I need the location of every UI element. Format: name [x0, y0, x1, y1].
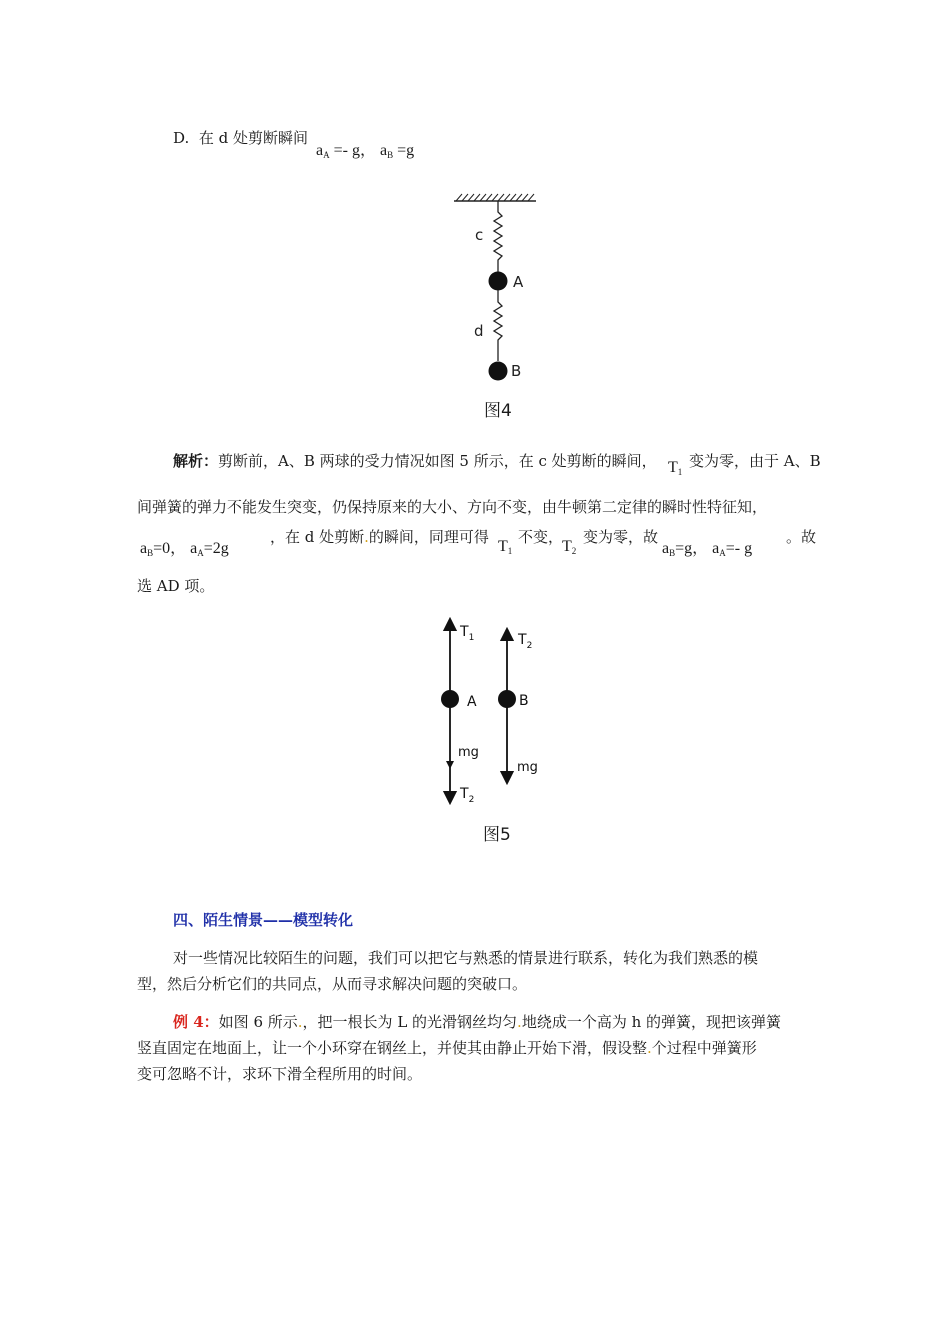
spring-d	[494, 290, 502, 361]
example-4-line-1: 例 4：如图 6 所示.，把一根长为 L 的光滑钢丝均匀.地绕成一个高为 h 的弹簧，现把该弹簧	[173, 1013, 782, 1031]
analysis-line-3-mid4: 变为零，故	[583, 528, 659, 546]
ceiling-hatch	[456, 194, 534, 201]
section-4-heading: 四、陌生情景——模型转化	[173, 911, 354, 929]
label-t2-a: $T_2$	[460, 786, 475, 805]
figure-5-diagram	[430, 612, 550, 807]
example-4-line-3: 变可忽略不计，求环下滑全程所用的时间。	[137, 1065, 423, 1083]
label-t1: $T_1$	[460, 624, 475, 643]
analysis-t1-a: $T_1$	[668, 459, 683, 477]
analysis-formula-1: $a_B=0$， $a_A=2g$	[140, 540, 229, 558]
ball-a-free-body	[441, 690, 459, 708]
option-d-formula: $a_A =- g$， $a_B =g$	[316, 142, 415, 160]
figure-4-label-b: B	[511, 362, 522, 380]
analysis-t2: $T_2$	[562, 538, 577, 556]
analysis-line-3-mid: ，在 d 处剪断.的瞬间，同理可得	[270, 528, 489, 546]
ball-a	[489, 272, 508, 291]
analysis-label: 解析：	[173, 452, 219, 470]
label-mg-b: mg	[517, 760, 538, 775]
label-a: A	[467, 694, 477, 710]
ball-b	[489, 362, 508, 381]
analysis-line-2: 间弹簧的弹力不能发生突变，仍保持原来的大小、方向不变，由牛顿第二定律的瞬时性特征知，	[137, 498, 768, 516]
figure-4-diagram	[440, 190, 550, 390]
analysis-line-1: 解析：剪断前，A、B 两球的受力情况如图 5 所示，在 c 处剪断的瞬间，	[173, 452, 657, 470]
figure-4-caption: 图4	[484, 401, 512, 421]
figure-4-label-a: A	[513, 273, 524, 291]
label-t2-b: $T_2$	[518, 632, 533, 651]
analysis-line-3-mid3: 不变，	[518, 528, 564, 546]
section-4-para-line-1: 对一些情况比较陌生的问题，我们可以把它与熟悉的情景进行联系，转化为我们熟悉的模	[173, 949, 759, 967]
example-4-line-2: 竖直固定在地面上，让一个小环穿在钢丝上，并使其由静止开始下滑，假设整.个过程中弹簧形	[137, 1039, 757, 1057]
analysis-t1-b: $T_1$	[498, 538, 513, 556]
analysis-line-3-tail: 。故	[786, 528, 817, 546]
label-mg-a: mg	[458, 745, 479, 760]
label-b: B	[519, 693, 529, 709]
figure-4-label-c: c	[475, 226, 484, 244]
figure-4-label-d: d	[474, 322, 484, 340]
analysis-line-1-tail: 变为零，由于 A、B	[689, 452, 821, 470]
option-d-text: 在 d 处剪断瞬间	[198, 129, 308, 147]
option-d	[173, 128, 308, 148]
analysis-line-4: 选 AD 项。	[137, 577, 215, 595]
analysis-formula-2: $a_B=g$， $a_A=-$ g	[662, 540, 753, 558]
option-d-label: D.	[173, 129, 190, 147]
figure-5-caption: 图5	[483, 825, 511, 845]
section-4-para-line-2: 型，然后分析它们的共同点，从而寻求解决问题的突破口。	[137, 975, 528, 993]
spring-c	[494, 201, 502, 272]
example-4-label: 例 4：	[173, 1013, 219, 1031]
ball-b-free-body	[498, 690, 516, 708]
